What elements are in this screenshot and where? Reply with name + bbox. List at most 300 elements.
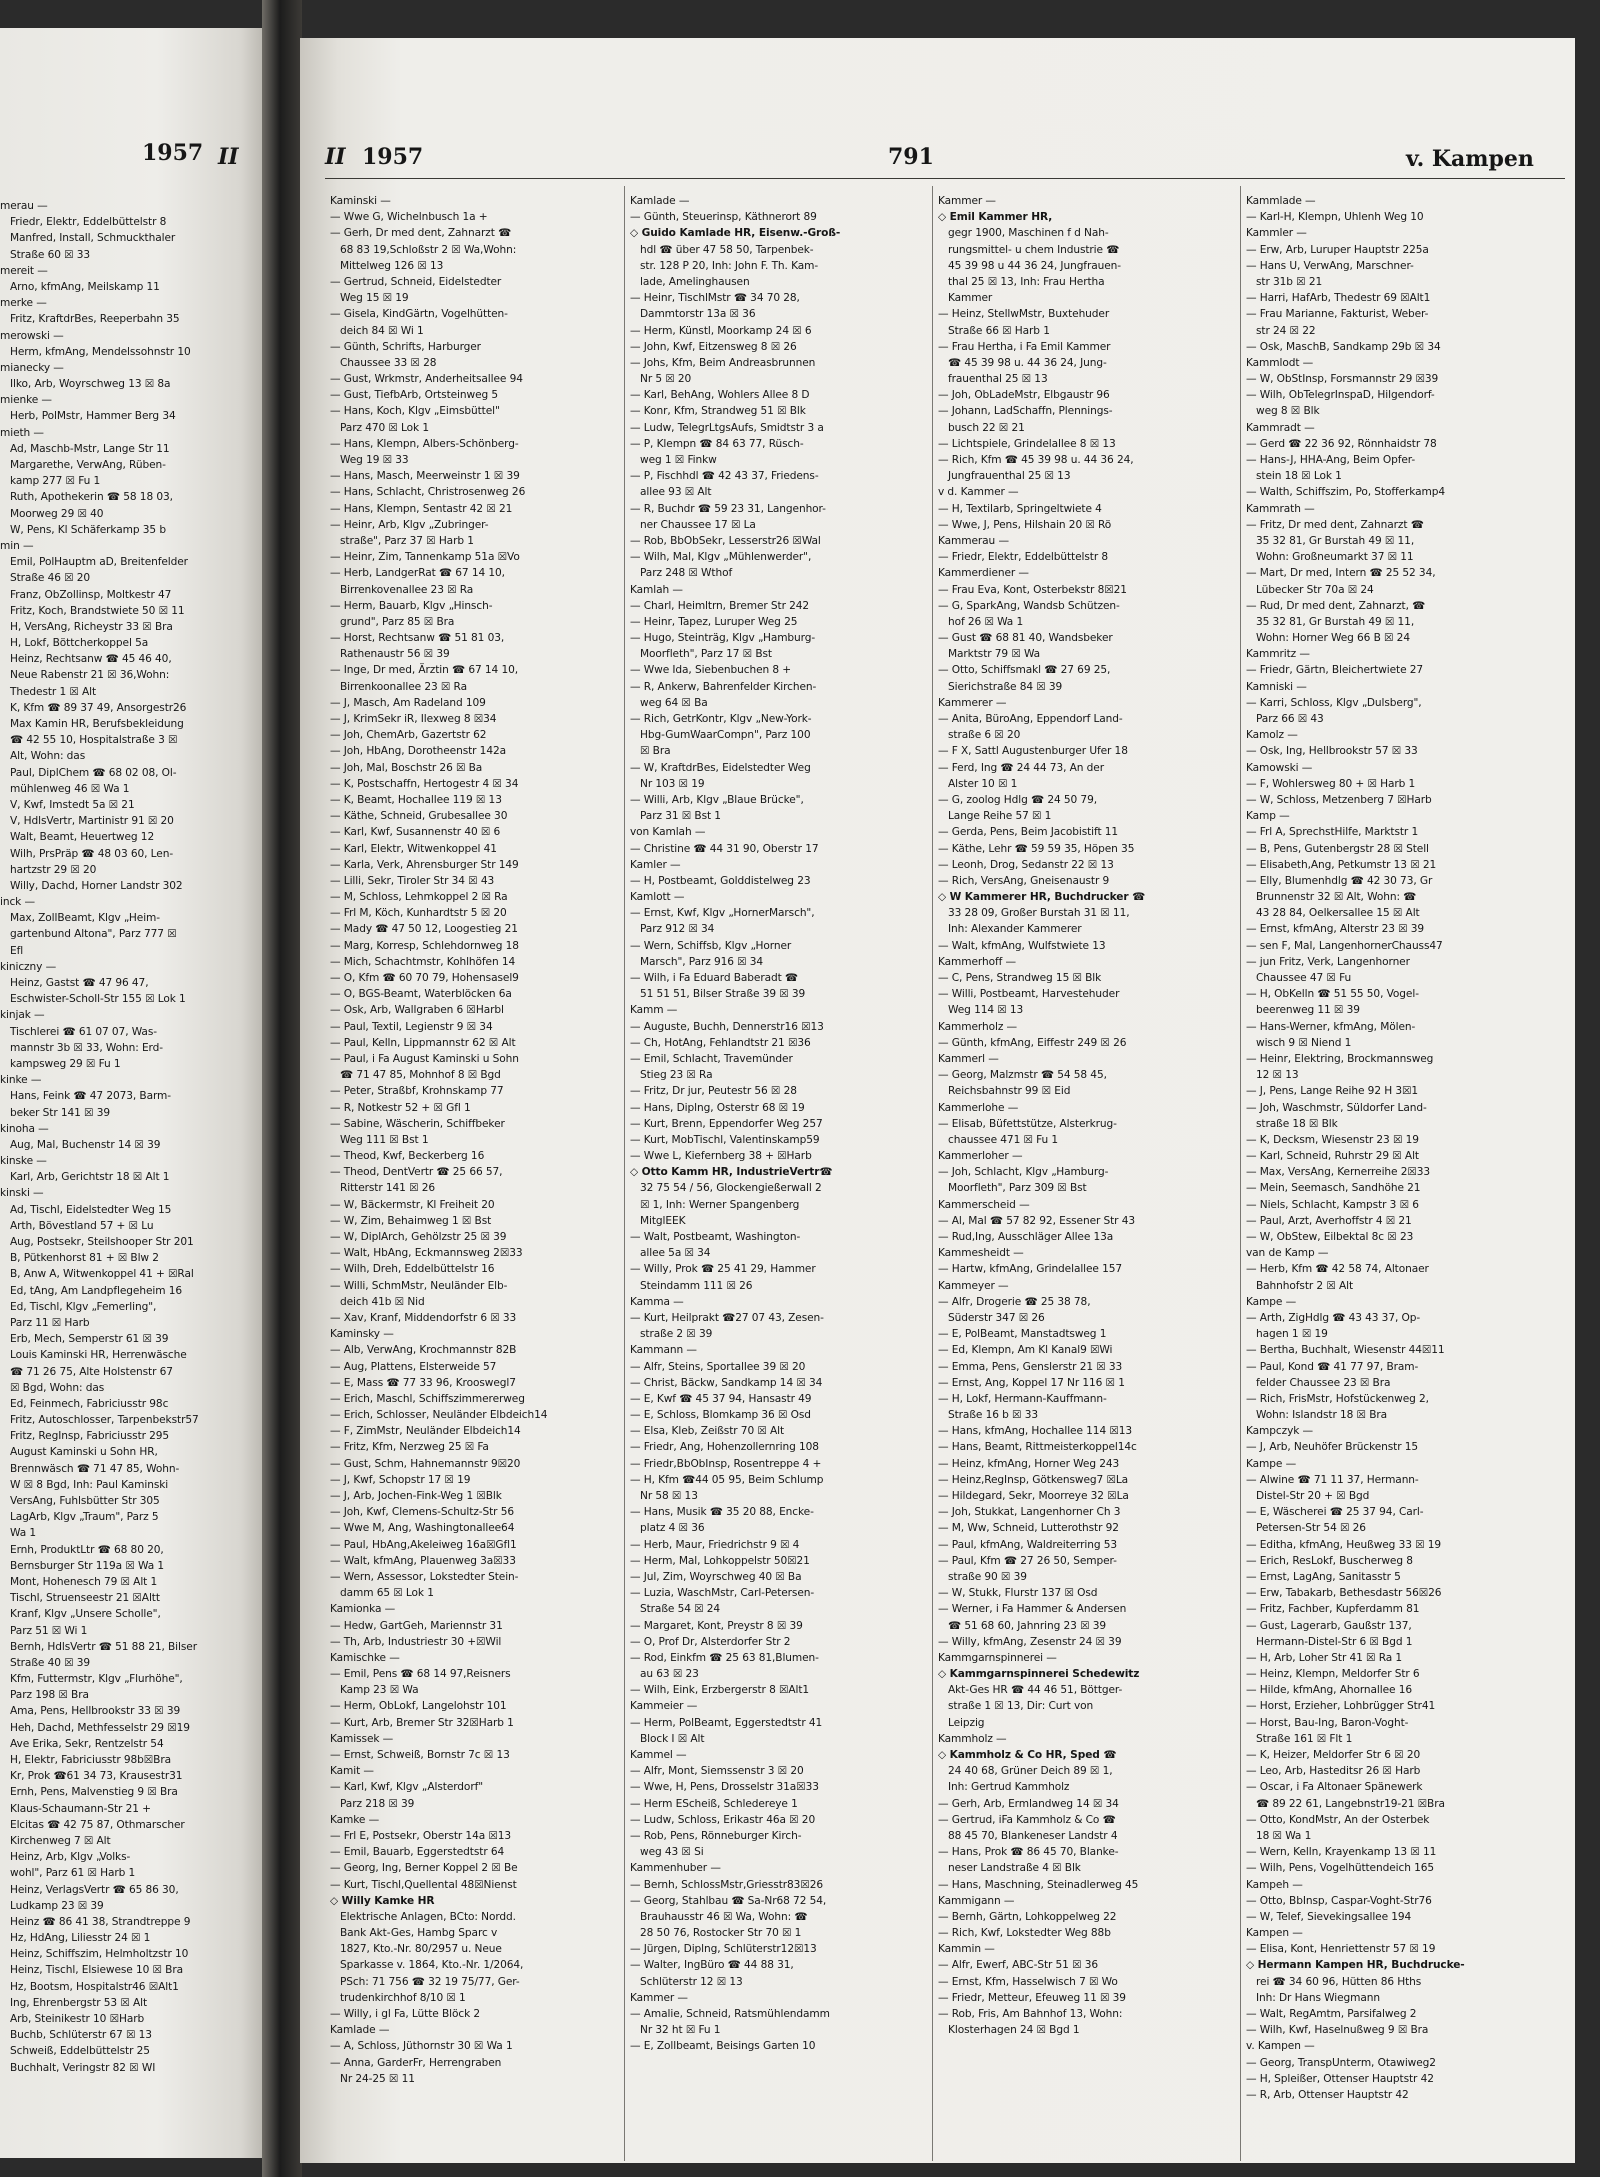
directory-line: Kammler — — [1246, 227, 1307, 240]
left-page-header-year: 1957 — [142, 140, 204, 166]
directory-line: Reichsbahnstr 99 ☒ Eid — [948, 1085, 1071, 1098]
directory-line: — Wwe L, Kiefernberg 38 + ☒Harb — [630, 1150, 812, 1163]
directory-line: — Walt, kfmAng, Wulfstwiete 13 — [938, 939, 1106, 952]
directory-line: Kammeyer — — [938, 1279, 1009, 1292]
directory-line: straße", Parz 37 ☒ Harb 1 — [340, 534, 474, 547]
directory-line: Bernsburger Str 119a ☒ Wa 1 — [10, 1559, 165, 1572]
directory-line: straße 1 ☒ 13, Dir: Curt von — [948, 1700, 1094, 1713]
directory-line: — Wilh, Dreh, Eddelbüttelstr 16 — [330, 1263, 495, 1276]
directory-line: ◇ Otto Kamm HR, IndustrieVertr☎ — [630, 1166, 833, 1179]
directory-line: Heinz, Tischl, Elsiewese 10 ☒ Bra — [10, 1964, 183, 1977]
directory-line: — Emil, Pens ☎ 68 14 97,Reisners — [330, 1668, 511, 1681]
directory-line: Manfred, Install, Schmuckthaler — [10, 232, 176, 245]
directory-line: — F, ZimMstr, Neuländer Elbdeich14 — [330, 1425, 521, 1438]
directory-line: Kammigann — — [938, 1894, 1015, 1907]
directory-line: — Gust ☎ 68 81 40, Wandsbeker — [938, 632, 1113, 645]
directory-line: Straße 16 b ☒ 33 — [948, 1409, 1038, 1422]
directory-line: gegr 1900, Maschinen f d Nah- — [948, 227, 1109, 240]
directory-line: Mittelweg 126 ☒ 13 — [340, 259, 444, 272]
directory-line: — Hans, Klempn, Sentastr 42 ☒ 21 — [330, 502, 513, 515]
directory-line: Wohn: Islandstr 18 ☒ Bra — [1256, 1409, 1388, 1422]
directory-line: Kammlodt — — [1246, 356, 1314, 369]
directory-line: — M, Ww, Schneid, Lutterothstr 92 — [938, 1522, 1119, 1535]
directory-line: ☎ 42 55 10, Hospitalstraße 3 ☒ — [10, 734, 178, 747]
directory-line: — Bertha, Buchhalt, Wiesenstr 44☒11 — [1246, 1344, 1445, 1357]
directory-line: Kaminski — — [330, 195, 391, 207]
directory-line: — Ernst, Kwf, Klgv „HornerMarsch", — [630, 907, 815, 920]
directory-line: — H, Arb, Loher Str 41 ☒ Ra 1 — [1246, 1651, 1403, 1664]
directory-line: 43 28 84, Oelkersallee 15 ☒ Alt — [1256, 907, 1420, 920]
directory-line: — Heinz, StellwMstr, Buxtehuder — [938, 308, 1110, 321]
directory-line: — Elly, Blumenhdlg ☎ 42 30 73, Gr — [1246, 874, 1433, 887]
directory-line: — Walt, HbAng, Eckmannsweg 2☒33 — [330, 1247, 523, 1260]
directory-line: — Lichtspiele, Grindelallee 8 ☒ 13 — [938, 437, 1116, 450]
directory-line: VersAng, Fuhlsbütter Str 305 — [10, 1495, 160, 1507]
directory-line: — Karri, Schloss, Klgv „Dulsberg", — [1246, 696, 1422, 709]
directory-line: Weg 111 ☒ Bst 1 — [340, 1133, 429, 1146]
directory-line: Chaussee 47 ☒ Fu — [1256, 972, 1352, 984]
directory-line: Friedr, Elektr, Eddelbüttelstr 8 — [10, 216, 167, 229]
directory-line: Birrenkovenallee 23 ☒ Ra — [340, 583, 474, 596]
directory-line: str 24 ☒ 22 — [1256, 324, 1316, 337]
directory-line: — F X, Sattl Augustenburger Ufer 18 — [938, 745, 1128, 758]
directory-line: weg 43 ☒ Si — [640, 1846, 704, 1859]
directory-line: Parz 470 ☒ Lok 1 — [340, 421, 429, 434]
directory-line: — Herb, LandgerRat ☎ 67 14 10, — [330, 567, 505, 580]
directory-line: Parz 66 ☒ 43 — [1256, 713, 1324, 725]
directory-line: — Walt, RegAmtm, Parsifalweg 2 — [1246, 2008, 1417, 2020]
directory-line: — Willy, kfmAng, Zesenstr 24 ☒ 39 — [938, 1635, 1122, 1648]
directory-line: von Kamlah — — [630, 826, 706, 839]
directory-line: — W, KraftdrBes, Eidelstedter Weg — [630, 761, 811, 774]
directory-line: — E, Zollbeamt, Beisings Garten 10 — [630, 2040, 816, 2053]
directory-line: V, Kwf, Imstedt 5a ☒ 21 — [10, 798, 135, 811]
directory-line: — W, Telef, Sievekingsallee 194 — [1246, 1910, 1412, 1923]
directory-line: — R, Notkestr 52 + ☒ Gfl 1 — [330, 1101, 471, 1114]
directory-line: — Willi, Arb, Klgv „Blaue Brücke", — [630, 793, 804, 806]
directory-line: Klosterhagen 24 ☒ Bgd 1 — [948, 2024, 1080, 2037]
directory-line: Kampeh — — [1246, 1878, 1303, 1891]
directory-column-3 — [938, 193, 1236, 2038]
directory-line: — Friedr,BbObInsp, Rosentreppe 4 + — [630, 1457, 822, 1470]
directory-line: Kammradt — — [1246, 421, 1315, 434]
directory-line: — Gisela, KindGärtn, Vogelhütten- — [330, 308, 508, 321]
directory-line: — Th, Arb, Industriestr 30 +☒Wil — [330, 1635, 502, 1648]
directory-line: Ernh, ProduktLtr ☎ 68 80 20, — [10, 1543, 164, 1556]
directory-line: — Heinr, Arb, Klgv „Zubringer- — [330, 518, 489, 531]
directory-line: — Georg, TranspUnterm, Otawiweg2 — [1246, 2056, 1436, 2069]
directory-line: Nr 58 ☒ 13 — [640, 1490, 698, 1502]
directory-line: gartenbund Altona", Parz 777 ☒ — [10, 928, 177, 941]
directory-line: — Peter, Straßbf, Krohnskamp 77 — [330, 1085, 504, 1098]
directory-line: — G, zoolog Hdlg ☎ 24 50 79, — [938, 793, 1097, 806]
directory-line: Fritz, Autoschlosser, Tarpenbekstr57 — [10, 1414, 199, 1427]
directory-line: — Elisa, Kont, Henriettenstr 57 ☒ 19 — [1246, 1943, 1436, 1956]
directory-line: — C, Pens, Strandweg 15 ☒ Blk — [938, 972, 1102, 984]
directory-line: — Sabine, Wäscherin, Schiffbeker — [330, 1117, 505, 1130]
directory-line: — Wilh, Mal, Klgv „Mühlenwerder", — [630, 551, 812, 564]
directory-line: — Marg, Korresp, Schlehdornweg 18 — [330, 939, 519, 952]
directory-line: — Karla, Verk, Ahrensburger Str 149 — [330, 858, 519, 871]
directory-line: Kamlah — — [630, 583, 683, 596]
directory-line: — F, Wohlersweg 80 + ☒ Harb 1 — [1246, 777, 1416, 790]
directory-line: — Gerh, Dr med dent, Zahnarzt ☎ — [330, 227, 512, 240]
directory-line: — Hans, kfmAng, Hochallee 114 ☒13 — [938, 1425, 1133, 1438]
directory-line: — Hugo, Steinträg, Klgv „Hamburg- — [630, 632, 816, 645]
directory-line: Wa 1 — [10, 1527, 36, 1540]
directory-line: — Gust, Wrkmstr, Anderheitsallee 94 — [330, 373, 523, 386]
directory-line: Ave Erika, Sekr, Rentzelstr 54 — [10, 1737, 164, 1750]
directory-line: Parz 248 ☒ Wthof — [640, 567, 733, 580]
directory-line: — Horst, Erzieher, Lohbrügger Str41 — [1246, 1700, 1436, 1713]
column-rule — [932, 186, 933, 2161]
directory-line: Karl, Arb, Gerichtstr 18 ☒ Alt 1 — [10, 1171, 170, 1184]
directory-line: Leipzig — [948, 1716, 985, 1729]
directory-line: str 31b ☒ 21 — [1256, 275, 1323, 288]
directory-line: — H, Postbeamt, Golddistelweg 23 — [630, 874, 811, 887]
directory-line: Heinz, Arb, Klgv „Volks- — [10, 1851, 131, 1864]
directory-line: — Ferd, Ing ☎ 24 44 73, An der — [938, 761, 1104, 774]
directory-line: Kamp 23 ☒ Wa — [340, 1684, 419, 1697]
directory-line: — O, Prof Dr, Alsterdorfer Str 2 — [630, 1635, 791, 1648]
directory-line: — Bernh, Gärtn, Lohkoppelweg 22 — [938, 1910, 1117, 1923]
directory-line: Distel-Str 20 + ☒ Bgd — [1256, 1490, 1370, 1502]
directory-line: Mont, Hohenesch 79 ☒ Alt 1 — [10, 1575, 158, 1588]
directory-line: — Gertrud, iFa Kammholz & Co ☎ — [938, 1813, 1116, 1826]
directory-line: — Hans, Koch, Klgv „Eimsbüttel" — [330, 405, 500, 418]
directory-line: — Georg, Malzmstr ☎ 54 58 45, — [938, 1069, 1107, 1082]
directory-line: mereit — — [0, 264, 48, 277]
directory-line: Weg 114 ☒ 13 — [948, 1004, 1024, 1017]
directory-line: — Heinz, kfmAng, Horner Weg 243 — [938, 1457, 1120, 1470]
directory-line: — Editha, kfmAng, Heußweg 33 ☒ 19 — [1246, 1538, 1442, 1551]
directory-line: — Walt, Postbeamt, Washington- — [630, 1231, 801, 1243]
directory-line: au 63 ☒ 23 — [640, 1668, 699, 1681]
directory-line: — Jul, Zim, Woyrschweg 40 ☒ Ba — [630, 1570, 802, 1583]
directory-line: — Frl E, Postsekr, Oberstr 14a ☒13 — [330, 1829, 512, 1842]
directory-line: Ama, Pens, Hellbrookstr 33 ☒ 39 — [10, 1705, 181, 1718]
directory-line: — K, Beamt, Hochallee 119 ☒ 13 — [330, 793, 502, 806]
directory-line: — Hildegard, Sekr, Moorreye 32 ☒La — [938, 1490, 1129, 1502]
directory-line: van de Kamp — — [1246, 1247, 1329, 1260]
header-rule — [325, 178, 1565, 179]
directory-line: Heinz, Gastst ☎ 47 96 47, — [10, 977, 149, 989]
directory-line: — E, Schloss, Blomkamp 36 ☒ Osd — [630, 1409, 811, 1422]
directory-line: — Willy, Prok ☎ 25 41 29, Hammer — [630, 1263, 816, 1276]
directory-line: 24 40 68, Grüner Deich 89 ☒ 1, — [948, 1765, 1113, 1778]
directory-line: — Kurt, Arb, Bremer Str 32☒Harb 1 — [330, 1716, 514, 1729]
directory-line: — J, Pens, Lange Reihe 92 H 3☒1 — [1246, 1085, 1419, 1098]
directory-line: — Auguste, Buchh, Dennerstr16 ☒13 — [630, 1020, 824, 1033]
directory-line: — Fritz, Dr med dent, Zahnarzt ☎ — [1246, 518, 1424, 531]
directory-line: Elektrische Anlagen, BCto: Nordd. — [340, 1910, 516, 1923]
directory-line: — P, Klempn ☎ 84 63 77, Rüsch- — [630, 437, 804, 450]
directory-line: — Frl A, SprechstHilfe, Marktstr 1 — [1246, 826, 1419, 839]
directory-line: Kammerscheid — — [938, 1198, 1030, 1211]
directory-line: Schlüterstr 12 ☒ 13 — [640, 1975, 743, 1988]
directory-line: — Walt, kfmAng, Plauenweg 3a☒33 — [330, 1554, 516, 1567]
directory-line: Straße 66 ☒ Harb 1 — [948, 324, 1050, 337]
directory-line: Parz 51 ☒ Wi 1 — [10, 1624, 88, 1637]
directory-line: Kamischke — — [330, 1651, 400, 1664]
directory-line: 28 50 76, Rostocker Str 70 ☒ 1 — [640, 1927, 802, 1940]
directory-line: — Erich, Maschl, Schiffszimmererweg — [330, 1392, 525, 1405]
directory-line: Tischlerei ☎ 61 07 07, Was- — [10, 1025, 157, 1038]
directory-line: — Bernh, SchlossMstr,Griesstr83☒26 — [630, 1878, 823, 1891]
directory-line: Ed, Feinmech, Fabriciusstr 98c — [10, 1397, 169, 1410]
directory-line: Kammel — — [630, 1749, 687, 1761]
directory-line: — Willi, SchmMstr, Neuländer Elb- — [330, 1279, 508, 1292]
running-head-last-entry: v. Kampen — [1406, 146, 1534, 172]
directory-column-2 — [630, 193, 928, 2055]
directory-line: Inh: Alexander Kammerer — [948, 923, 1082, 936]
directory-line: — Wwe Ida, Siebenbuchen 8 + — [630, 664, 792, 677]
directory-line: 32 75 54 / 56, Glockengießerwall 2 — [640, 1182, 822, 1195]
directory-line: — Ernst, Kfm, Hasselwisch 7 ☒ Wo — [938, 1975, 1118, 1988]
directory-line: H, Elektr, Fabriciusstr 98b☒Bra — [10, 1754, 171, 1766]
directory-line: Herb, PolMstr, Hammer Berg 34 — [10, 410, 176, 423]
directory-line: — Käthe, Lehr ☎ 59 59 35, Höpen 35 — [938, 842, 1135, 855]
directory-line: Straße 60 ☒ 33 — [10, 248, 91, 261]
directory-line: — Rich, Kwf, Lokstedter Weg 88b — [938, 1927, 1111, 1940]
directory-line: ☎ 51 68 60, Jahnring 23 ☒ 39 — [948, 1619, 1107, 1632]
directory-line: — Osk, Arb, Wallgraben 6 ☒Harbl — [330, 1004, 504, 1017]
directory-line: — Mich, Schachtmstr, Kohlhöfen 14 — [330, 955, 516, 968]
directory-line: — Al, Mal ☎ 57 82 92, Essener Str 43 — [938, 1214, 1135, 1227]
directory-line: — Ch, HotAng, Fehlandtstr 21 ☒36 — [630, 1036, 811, 1049]
directory-line: — Günth, Schrifts, Harburger — [330, 340, 481, 353]
directory-line: — J, Masch, Am Radeland 109 — [330, 696, 486, 709]
directory-line: — Erw, Tabakarb, Bethesdastr 56☒26 — [1246, 1587, 1442, 1600]
directory-line: ◇ Hermann Kampen HR, Buchdrucke- — [1246, 1959, 1465, 1972]
directory-line: busch 22 ☒ 21 — [948, 421, 1025, 434]
directory-line: Fritz, RegInsp, Fabriciusstr 295 — [10, 1430, 170, 1443]
directory-line: — Wwe M, Ang, Washingtonallee64 — [330, 1522, 515, 1535]
directory-line: Louis Kaminski HR, Herrenwäsche — [10, 1349, 187, 1362]
book-gutter — [262, 0, 302, 2177]
directory-line: Bank Akt-Ges, Hambg Sparc v — [340, 1927, 498, 1940]
directory-line: — Karl, Kwf, Klgv „Alsterdorf" — [330, 1781, 483, 1794]
directory-line: neser Landstraße 4 ☒ Blk — [948, 1862, 1081, 1875]
right-page-header-roman: II — [325, 144, 346, 170]
directory-line: kinke — — [0, 1074, 42, 1087]
directory-line: — Rich, VersAng, Gneisenaustr 9 — [938, 874, 1110, 887]
directory-line: — Theod, Kwf, Beckerberg 16 — [330, 1150, 485, 1163]
directory-line: Willy, Dachd, Horner Landstr 302 — [10, 879, 183, 892]
directory-line: Wohn: Horner Weg 66 B ☒ 24 — [1256, 632, 1410, 645]
directory-line: Eschwister-Scholl-Str 155 ☒ Lok 1 — [10, 993, 186, 1006]
directory-line: Kamke — — [330, 1813, 380, 1826]
directory-line: — Amalie, Schneid, Ratsmühlendamm — [630, 2008, 830, 2020]
directory-line: — Willi, Postbeamt, Harvestehuder — [938, 988, 1120, 1001]
directory-line: — Günth, Steuerinsp, Käthnerort 89 — [630, 211, 817, 224]
directory-line: — Ernst, LagAng, Sanitasstr 5 — [1246, 1570, 1401, 1583]
directory-line: — W, ObStInsp, Forsmannstr 29 ☒39 — [1246, 373, 1439, 386]
directory-line: Straße 54 ☒ 24 — [640, 1603, 721, 1616]
directory-line: — Wilh, Eink, Erzbergerstr 8 ☒Alt1 — [630, 1684, 810, 1697]
directory-line: Ruth, Apothekerin ☎ 58 18 03, — [10, 491, 173, 504]
directory-line: Kammrath — — [1246, 502, 1315, 515]
directory-line: — Konr, Kfm, Strandweg 51 ☒ Blk — [630, 405, 806, 418]
directory-line: Jungfrauenthal 25 ☒ 13 — [948, 470, 1071, 483]
directory-line: — P, Fischhdl ☎ 42 43 37, Friedens- — [630, 470, 819, 483]
directory-line: — Rod, Einkfm ☎ 25 63 81,Blumen- — [630, 1651, 819, 1664]
directory-line: — E, Kwf ☎ 45 37 94, Hansastr 49 — [630, 1392, 812, 1405]
directory-line: ☎ 71 47 85, Mohnhof 8 ☒ Bgd — [340, 1069, 501, 1082]
directory-line: — Elsa, Kleb, Zeißstr 70 ☒ Alt — [630, 1425, 785, 1438]
directory-line: — Mein, Seemasch, Sandhöhe 21 — [1246, 1182, 1421, 1195]
directory-line: Kamma — — [630, 1295, 684, 1308]
directory-line: — Christ, Bäckw, Sandkamp 14 ☒ 34 — [630, 1376, 823, 1389]
directory-line: — K, Heizer, Meldorfer Str 6 ☒ 20 — [1246, 1749, 1421, 1761]
directory-line: — Hartw, kfmAng, Grindelallee 157 — [938, 1263, 1123, 1276]
directory-line: Kamissek — — [330, 1732, 394, 1745]
directory-line: — Joh, Stukkat, Langenhorner Ch 3 — [938, 1506, 1121, 1519]
directory-line: Kamowski — — [1246, 761, 1313, 774]
directory-line: — Käthe, Schneid, Grubesallee 30 — [330, 810, 508, 823]
directory-line: — Joh, ChemArb, Gazertstr 62 — [330, 729, 487, 742]
directory-line: Moorweg 29 ☒ 40 — [10, 507, 104, 520]
directory-line: Erb, Mech, Semperstr 61 ☒ 39 — [10, 1333, 169, 1346]
left-page — [0, 28, 262, 2158]
directory-line: — Paul, Arzt, Averhoffstr 4 ☒ 21 — [1246, 1214, 1412, 1227]
directory-line: — Rob, Pens, Rönneburger Kirch- — [630, 1829, 802, 1842]
directory-line: chaussee 471 ☒ Fu 1 — [948, 1133, 1059, 1146]
directory-line: Hermann-Distel-Str 6 ☒ Bgd 1 — [1256, 1635, 1413, 1648]
directory-line: — Herb, Maur, Friedrichstr 9 ☒ 4 — [630, 1538, 800, 1551]
directory-line: Brennwäsch ☎ 71 47 85, Wohn- — [10, 1462, 180, 1475]
directory-line: Hz, HdAng, Liliesstr 24 ☒ 1 — [10, 1932, 151, 1945]
directory-line: — W, ObStew, Eilbektal 8c ☒ 23 — [1246, 1231, 1414, 1243]
directory-line: Klaus-Schaumann-Str 21 + — [10, 1802, 151, 1815]
directory-line: — Rud,Ing, Ausschläger Allee 13a — [938, 1231, 1114, 1243]
directory-line: grund", Parz 85 ☒ Bra — [340, 615, 455, 628]
directory-line: Ed, Tischl, Klgv „Femerling", — [10, 1300, 157, 1313]
directory-line: — Johs, Kfm, Beim Andreasbrunnen — [630, 356, 816, 369]
directory-line: — Wwe G, Wichelnbusch 1a + — [330, 211, 488, 224]
directory-line: — Paul, HbAng,Akeleiweg 16a☒Gfl1 — [330, 1538, 517, 1551]
directory-line: — Jürgen, Diplng, Schlüterstr12☒13 — [630, 1943, 817, 1956]
directory-line: beker Str 141 ☒ 39 — [10, 1106, 110, 1119]
directory-line: — Ernst, Schweiß, Bornstr 7c ☒ 13 — [330, 1749, 510, 1761]
directory-line: Kamm — — [630, 1004, 678, 1017]
directory-line: — Herm, PolBeamt, Eggerstedtstr 41 — [630, 1716, 823, 1729]
directory-line: — Rob, Fris, Am Bahnhof 13, Wohn: — [938, 2008, 1123, 2020]
directory-line: Tischl, Struenseestr 21 ☒Altt — [10, 1592, 160, 1605]
directory-line: — Max, VersAng, Kernerreihe 2☒33 — [1246, 1166, 1431, 1179]
directory-line: — Werner, i Fa Hammer & Andersen — [938, 1603, 1127, 1616]
directory-line: MitglEEK — [640, 1214, 686, 1227]
directory-line: — Niels, Schlacht, Kampstr 3 ☒ 6 — [1246, 1198, 1419, 1211]
directory-line: Parz 31 ☒ Bst 1 — [640, 810, 721, 823]
directory-line: — Emma, Pens, Genslerstr 21 ☒ 33 — [938, 1360, 1123, 1373]
directory-line: Lange Reihe 57 ☒ 1 — [948, 810, 1052, 823]
directory-line: — W, Bäckermstr, Kl Freiheit 20 — [330, 1198, 495, 1211]
directory-line: weg 64 ☒ Ba — [640, 696, 708, 709]
directory-line: — W, Schloss, Metzenberg 7 ☒Harb — [1246, 793, 1432, 806]
directory-line: — H, Lokf, Hermann-Kauffmann- — [938, 1392, 1107, 1405]
directory-line: — Christine ☎ 44 31 90, Oberstr 17 — [630, 842, 819, 855]
directory-line: — Kurt, Brenn, Eppendorfer Weg 257 — [630, 1117, 823, 1130]
directory-line: Kammenhuber — — [630, 1862, 721, 1875]
directory-line: ner Chaussee 17 ☒ La — [640, 518, 756, 531]
directory-line: 35 32 81, Gr Burstah 49 ☒ 11, — [1256, 615, 1415, 628]
directory-line: ◇ Kammholz & Co HR, Sped ☎ — [938, 1749, 1117, 1761]
directory-line: — Hans, Prok ☎ 86 45 70, Blanke- — [938, 1846, 1119, 1859]
directory-line: Moorfleth", Parz 17 ☒ Bst — [640, 648, 772, 661]
directory-line: Moorfleth", Parz 309 ☒ Bst — [948, 1182, 1087, 1195]
directory-line: Schweiß, Eddelbüttelstr 25 — [10, 2045, 150, 2058]
directory-line: 18 ☒ Wa 1 — [1256, 1829, 1312, 1842]
directory-line: Marsch", Parz 916 ☒ 34 — [640, 955, 764, 968]
directory-line: — Wilh, ObTelegrInspaD, Hilgendorf- — [1246, 389, 1435, 402]
directory-line: — Mart, Dr med, Intern ☎ 25 52 34, — [1246, 567, 1436, 580]
directory-line: beerenweg 11 ☒ 39 — [1256, 1004, 1360, 1017]
directory-line: Parz 198 ☒ Bra — [10, 1689, 89, 1702]
column-rule — [1240, 186, 1241, 2161]
directory-line: — Osk, Ing, Hellbrookstr 57 ☒ 33 — [1246, 745, 1418, 758]
directory-line: — R, Ankerw, Bahrenfelder Kirchen- — [630, 680, 817, 693]
directory-line: Arno, kfmAng, Meilskamp 11 — [10, 280, 160, 293]
directory-line: Kammgarnspinnerei — — [938, 1651, 1057, 1664]
directory-line: Hans, Feink ☎ 47 2073, Barm- — [10, 1090, 171, 1103]
directory-line: — Heinz,RegInsp, Götkensweg7 ☒La — [938, 1473, 1129, 1486]
directory-line: kinski — — [0, 1187, 44, 1200]
directory-line: — Friedr, Gärtn, Bleichertwiete 27 — [1246, 664, 1424, 677]
directory-line: — Hilde, kfmAng, Ahornallee 16 — [1246, 1684, 1412, 1697]
directory-line: v d. Kammer — — [938, 486, 1019, 499]
directory-line: — E, PolBeamt, Manstadtsweg 1 — [938, 1328, 1107, 1341]
directory-line: — Fritz, Fachber, Kupferdamm 81 — [1246, 1603, 1420, 1616]
directory-line: Weg 15 ☒ 19 — [340, 292, 409, 305]
directory-line: Wilh, PrsPräp ☎ 48 03 60, Len- — [10, 847, 174, 860]
directory-line: kinjak — — [0, 1009, 45, 1022]
directory-line: Kamler — — [630, 858, 681, 871]
directory-line: — Joh, ObLadeMstr, Elbgaustr 96 — [938, 389, 1110, 402]
directory-line: — J, KrimSekr iR, Ilexweg 8 ☒34 — [330, 713, 497, 725]
directory-line: thal 25 ☒ 13, Inh: Frau Hertha — [948, 275, 1105, 288]
directory-line: — Paul, Textil, Legienstr 9 ☒ 34 — [330, 1020, 493, 1033]
directory-line: Kammerer — — [938, 696, 1007, 709]
directory-line: — Rob, BbObSekr, Lesserstr26 ☒Wal — [630, 534, 821, 547]
directory-line: — Wwe, J, Pens, Hilshain 20 ☒ Rö — [938, 518, 1112, 531]
directory-line: — Kurt, Tischl,Quellental 48☒Nienst — [330, 1878, 517, 1891]
directory-line: — G, SparkAng, Wandsb Schützen- — [938, 599, 1120, 612]
directory-line: Heinz, VerlagsVertr ☎ 65 86 30, — [10, 1883, 179, 1896]
directory-line: — Wilh, i Fa Eduard Baberadt ☎ — [630, 972, 799, 984]
directory-line: Kamionka — — [330, 1603, 396, 1616]
directory-line: — Rich, FrisMstr, Hofstückenweg 2, — [1246, 1392, 1429, 1405]
directory-line: Straße 46 ☒ 20 — [10, 572, 91, 585]
directory-line: hagen 1 ☒ 19 — [1256, 1328, 1328, 1341]
directory-line: 51 51 51, Bilser Straße 39 ☒ 39 — [640, 988, 806, 1001]
directory-line: Lübecker Str 70a ☒ 24 — [1256, 583, 1374, 596]
directory-line: 33 28 09, Großer Burstah 31 ☒ 11, — [948, 907, 1130, 920]
directory-line: — W, DiplArch, Gehölzstr 25 ☒ 39 — [330, 1231, 507, 1243]
directory-line: Kammerholz — — [938, 1020, 1018, 1033]
directory-line: Max, ZollBeamt, Klgv „Heim- — [10, 912, 160, 925]
directory-line: mieth — — [0, 426, 44, 439]
directory-line: stein 18 ☒ Lok 1 — [1256, 470, 1342, 483]
directory-line: Inh: Gertrud Kammholz — [948, 1781, 1070, 1794]
directory-line: — Wern, Kelln, Krayenkamp 13 ☒ 11 — [1246, 1846, 1437, 1859]
directory-line: — K, Postschaffn, Hertogestr 4 ☒ 34 — [330, 777, 519, 790]
directory-line: — jun Fritz, Verk, Langenhorner — [1246, 955, 1410, 968]
right-page — [300, 38, 1575, 2163]
directory-line: — Karl, Kwf, Susannenstr 40 ☒ 6 — [330, 826, 501, 839]
directory-line: Kampe — — [1246, 1457, 1297, 1470]
directory-line: — Otto, KondMstr, An der Osterbek — [1246, 1813, 1430, 1826]
